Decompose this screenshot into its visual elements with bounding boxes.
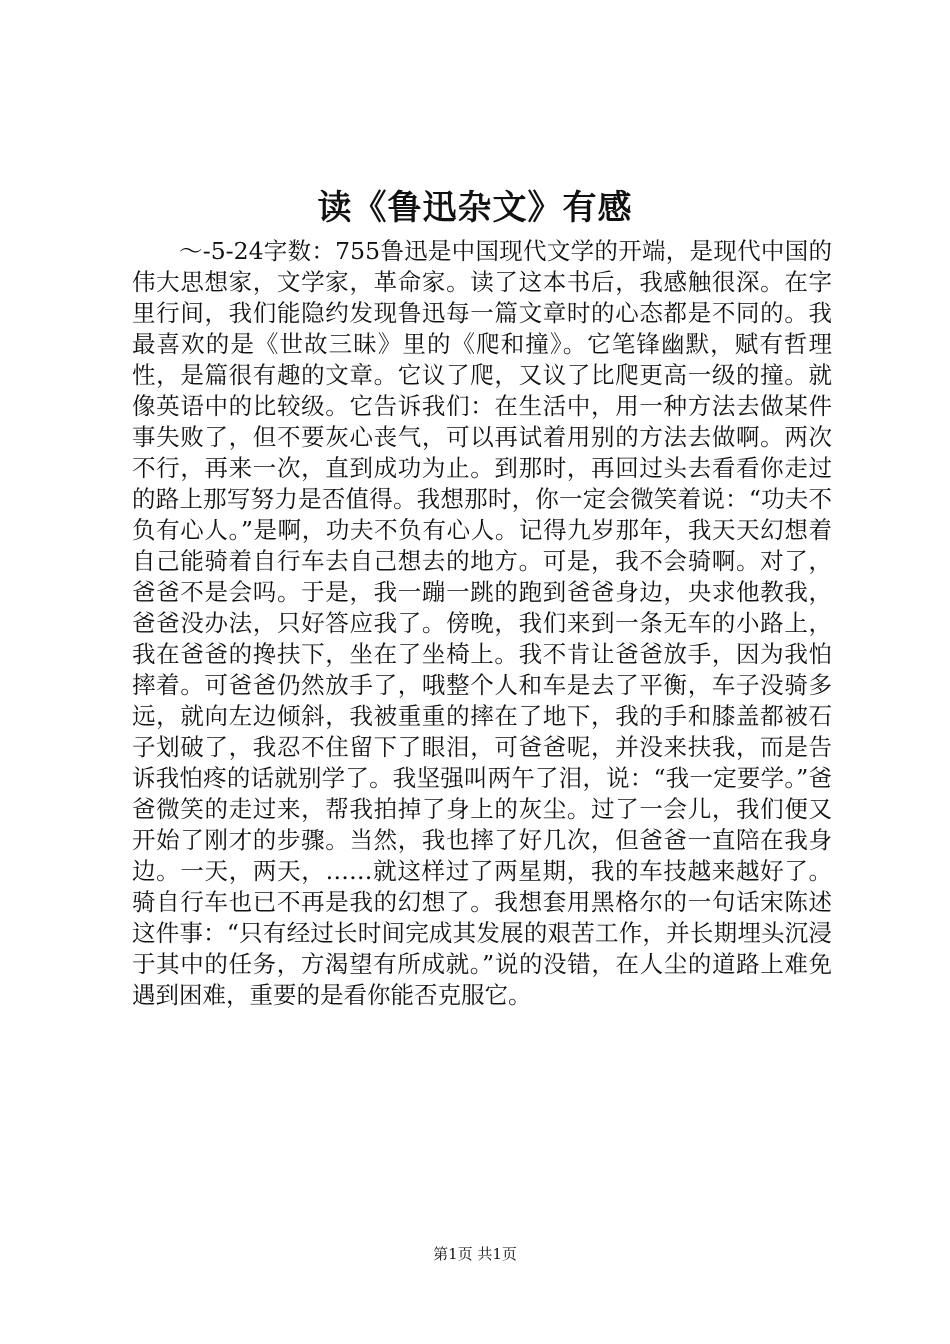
document-body: ～-5-24字数：755鲁迅是中国现代文学的开端，是现代中国的伟大思想家，文学家，革命家。读了这本书后，我感触很深。在字里行间，我们能隐约发现鲁迅每一篇文章时的心态都是不同的。我最喜欢的是《世故三昧》里的《爬和撞》。它笔锋幽默，赋有哲理性，是篇很有趣的文章。它议了爬，又议了比爬更高一级的撞。就像英语中的比较级。它告诉我们：在生活中，用一种方法去做某件事失败了，但不要灰心丧气，可以再试着用别的方法去做啊。两次不行，再来一次，直到成功为止。到那时，再回过头去看看你走过的路上那写努力是否值得。我想那时，你一定会微笑着说：“功夫不负有心人。”是啊，功夫不负有心人。记得九岁那年，我天天幻想着自己能骑着自行车去自己想去的地方。可是，我不会骑啊。对了，爸爸不是会吗。于是，我一蹦一跳的跑到爸爸身边，央求他教我，爸爸没办法，只好答应我了。傍晚，我们来到一条无车的小路上，我在爸爸的搀扶下，坐在了坐椅上。我不肯让爸爸放手，因为我怕摔着。可爸爸仍然放手了，哦整个人和车是去了平衡，车子没骑多远，就向左边倾斜，我被重重的摔在了地下，我的手和膝盖都被石子划破了，我忍不住留下了眼泪，可爸爸呢，并没来扶我，而是告诉我怕疼的话就别学了。我坚强叫两午了泪，说：“我一定要学。”爸爸微笑的走过来，帮我拍掉了身上的灰尘。过了一会儿，我们便又开始了刚才的步骤。当然，我也摔了好几次，但爸爸一直陪在我身边。一天，两天，……就这样过了两星期，我的车技越来越好了。骑自行车也已不再是我的幻想了。我想套用黑格尔的一句话宋陈述这件事：“只有经过长时间完成其发展的艰苦工作，并长期埋头沉浸于其中的任务，方渴望有所成就。”说的没错，在人尘的道路上难免遇到困难，重要的是看你能否克服它。 xyxy=(132,237,832,1009)
document-title: 读《鲁迅杂文》有感 xyxy=(317,188,633,228)
page-footer: 第1页 共1页 xyxy=(433,1245,517,1263)
